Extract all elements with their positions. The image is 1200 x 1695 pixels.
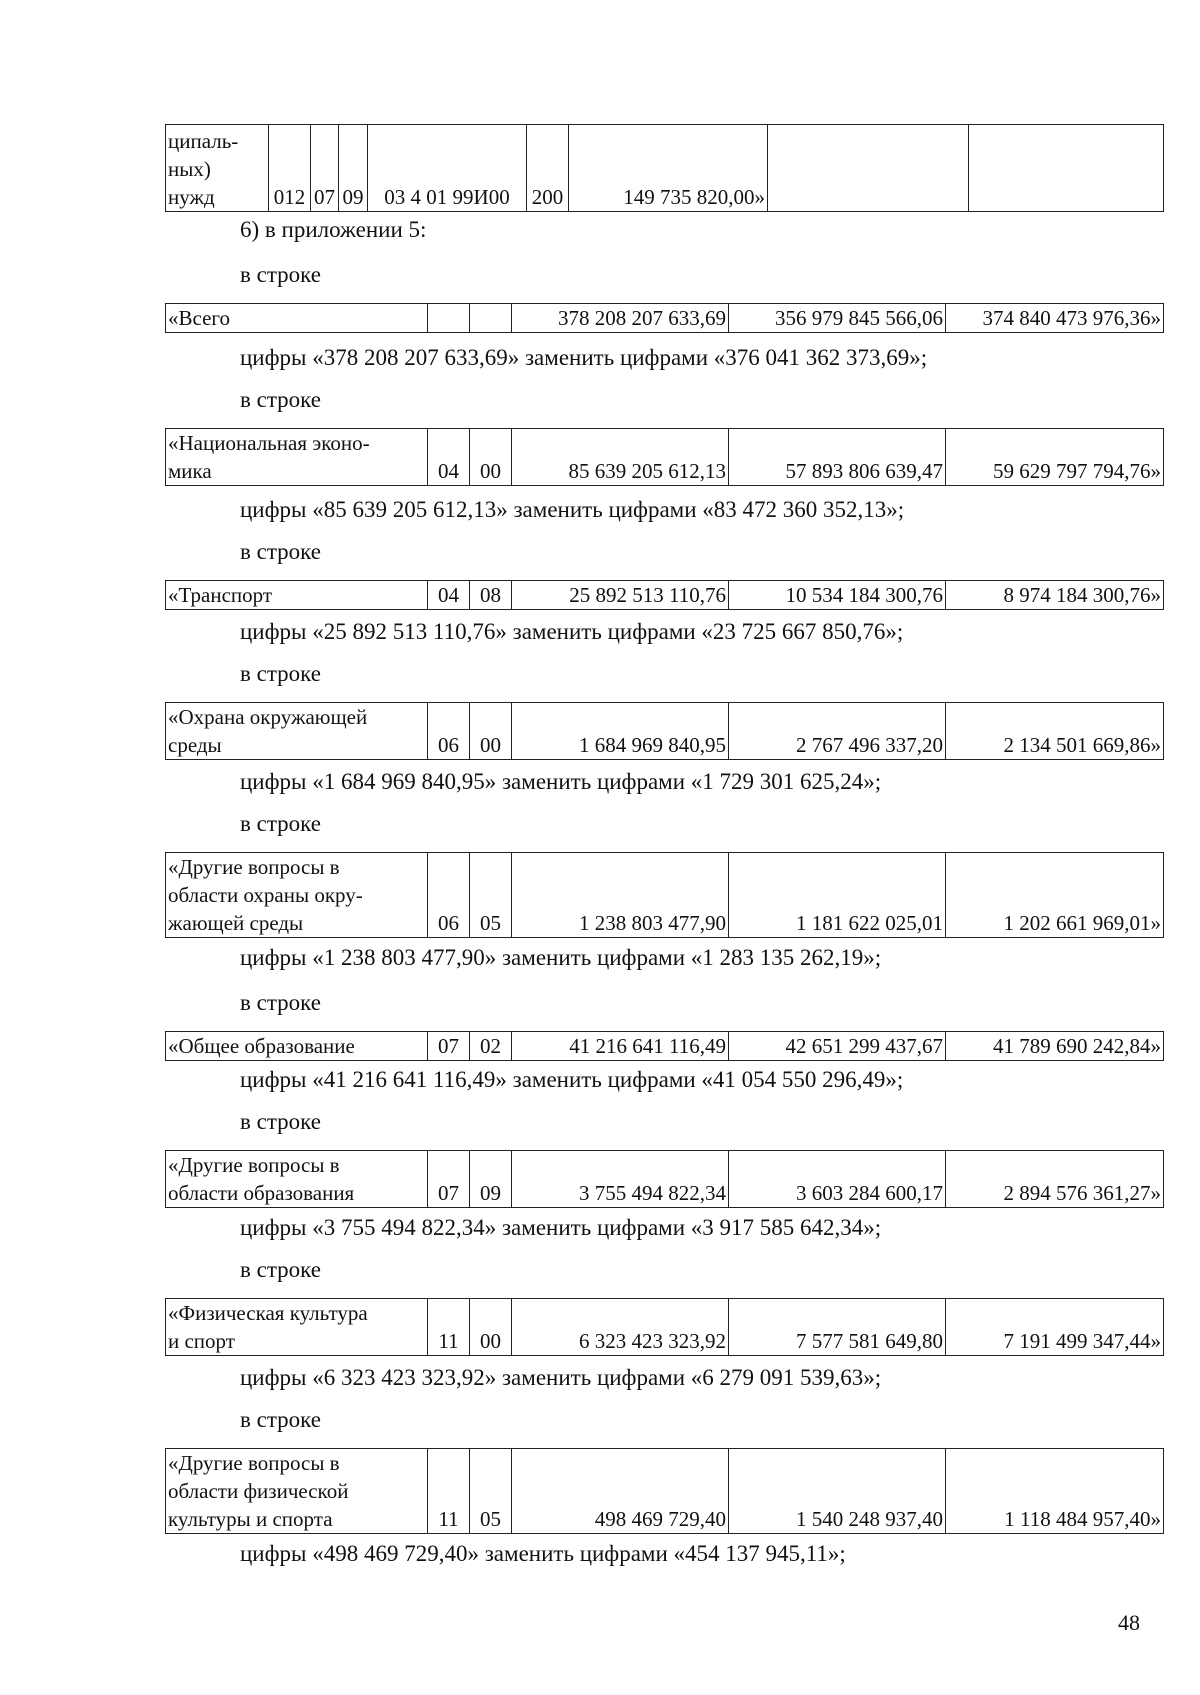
in-row-label: в строке — [240, 990, 321, 1015]
row-name: «Общее образование — [166, 1032, 428, 1061]
cell-amount-3 — [969, 125, 1164, 212]
item-heading: 6) в приложении 5: — [240, 217, 427, 242]
cell-amount-1: 85 639 205 612,13 — [512, 429, 729, 486]
cell-section: 06 — [428, 853, 470, 938]
replacement-instruction: цифры «85 639 205 612,13» заменить цифрами «83 472 360 352,13»; — [240, 497, 905, 522]
cell-amount-1: 41 216 641 116,49 — [512, 1032, 729, 1061]
table-row — [165, 428, 1164, 486]
in-row-label: в строке — [240, 1109, 321, 1134]
cell-amount-2: 7 577 581 649,80 — [729, 1299, 946, 1356]
row-name: «Охрана окружающей среды — [166, 703, 428, 760]
in-row-label: в строке — [240, 539, 321, 564]
replacement-instruction: цифры «41 216 641 116,49» заменить цифрами «41 054 550 296,49»; — [240, 1067, 904, 1092]
table-row — [165, 1448, 1164, 1534]
cell-target-article: 03 4 01 99И00 — [368, 125, 527, 212]
table-row — [165, 1298, 1164, 1356]
cell-amount-1: 1 238 803 477,90 — [512, 853, 729, 938]
replacement-instruction: цифры «498 469 729,40» заменить цифрами «454 137 945,11»; — [240, 1541, 846, 1566]
replacement-instruction: цифры «1 238 803 477,90» заменить цифрами «1 283 135 262,19»; — [240, 945, 882, 970]
cell-expense-type: 200 — [527, 125, 569, 212]
row-name: «Физическая культура и спорт — [166, 1299, 428, 1356]
cell-amount-1: 149 735 820,00» — [569, 125, 768, 212]
table-row — [165, 1031, 1164, 1061]
cell-amount-3: 8 974 184 300,76» — [946, 581, 1164, 610]
row-name: «Другие вопросы в области образования — [166, 1151, 428, 1208]
cell-amount-3: 41 789 690 242,84» — [946, 1032, 1164, 1061]
cell-amount-2: 57 893 806 639,47 — [729, 429, 946, 486]
cell-subsection: 00 — [470, 1299, 512, 1356]
cell-subsection: 09 — [470, 1151, 512, 1208]
cell-subsection: 02 — [470, 1032, 512, 1061]
cell-amount-2: 1 181 622 025,01 — [729, 853, 946, 938]
cell-section: 04 — [428, 429, 470, 486]
cell-amount-1: 1 684 969 840,95 — [512, 703, 729, 760]
replacement-instruction: цифры «6 323 423 323,92» заменить цифрами «6 279 091 539,63»; — [240, 1365, 882, 1390]
cell-amount-3: 7 191 499 347,44» — [946, 1299, 1164, 1356]
row-name: «Транспорт — [166, 581, 428, 610]
replacement-instruction: цифры «378 208 207 633,69» заменить цифрами «376 041 362 373,69»; — [240, 345, 928, 370]
cell-section: 11 — [428, 1449, 470, 1534]
cell-subsection: 05 — [470, 1449, 512, 1534]
cell-amount-2: 1 540 248 937,40 — [729, 1449, 946, 1534]
cell-section: 11 — [428, 1299, 470, 1356]
cell-section — [428, 304, 470, 333]
cell-section: 07 — [428, 1032, 470, 1061]
row-name: «Национальная эконо- мика — [166, 429, 428, 486]
in-row-label: в строке — [240, 1407, 321, 1432]
cell-amount-2: 356 979 845 566,06 — [729, 304, 946, 333]
cell-section: 06 — [428, 703, 470, 760]
replacement-instruction: цифры «25 892 513 110,76» заменить цифрами «23 725 667 850,76»; — [240, 619, 904, 644]
cell-section: 07 — [428, 1151, 470, 1208]
table-row — [165, 303, 1164, 333]
table-row — [165, 580, 1164, 610]
in-row-label: в строке — [240, 811, 321, 836]
cell-subsection — [470, 304, 512, 333]
replacement-instruction: цифры «3 755 494 822,34» заменить цифрами «3 917 585 642,34»; — [240, 1215, 882, 1240]
cell-amount-3: 374 840 473 976,36» — [946, 304, 1164, 333]
cell-amount-2: 2 767 496 337,20 — [729, 703, 946, 760]
row-name: «Другие вопросы в области физической культуры и спорта — [166, 1449, 428, 1534]
cell-amount-3: 1 118 484 957,40» — [946, 1449, 1164, 1534]
cell-amount-3: 2 894 576 361,27» — [946, 1151, 1164, 1208]
row-name: «Другие вопросы в области охраны окру- жающей среды — [166, 853, 428, 938]
cell-amount-1: 498 469 729,40 — [512, 1449, 729, 1534]
table-row — [165, 1150, 1164, 1208]
in-row-label: в строке — [240, 387, 321, 412]
cell-subsection: 09 — [339, 125, 368, 212]
cell-amount-2: 42 651 299 437,67 — [729, 1032, 946, 1061]
cell-subsection: 08 — [470, 581, 512, 610]
cell-amount-2 — [768, 125, 969, 212]
cell-subsection: 00 — [470, 703, 512, 760]
in-row-label: в строке — [240, 661, 321, 686]
row-name: ципаль- ных) нужд — [166, 125, 269, 212]
in-row-label: в строке — [240, 262, 321, 287]
cell-amount-1: 25 892 513 110,76 — [512, 581, 729, 610]
table-row — [165, 702, 1164, 760]
replacement-instruction: цифры «1 684 969 840,95» заменить цифрами «1 729 301 625,24»; — [240, 769, 882, 794]
cell-subsection: 05 — [470, 853, 512, 938]
table-row — [165, 852, 1164, 938]
cell-amount-1: 378 208 207 633,69 — [512, 304, 729, 333]
cell-section: 04 — [428, 581, 470, 610]
page-number: 48 — [1118, 1610, 1140, 1635]
cell-amount-1: 3 755 494 822,34 — [512, 1151, 729, 1208]
cell-amount-3: 2 134 501 669,86» — [946, 703, 1164, 760]
cell-amount-2: 3 603 284 600,17 — [729, 1151, 946, 1208]
cell-amount-3: 59 629 797 794,76» — [946, 429, 1164, 486]
cell-section: 07 — [311, 125, 339, 212]
row-name: «Всего — [166, 304, 428, 333]
table-row — [165, 124, 1164, 212]
in-row-label: в строке — [240, 1257, 321, 1282]
cell-amount-2: 10 534 184 300,76 — [729, 581, 946, 610]
cell-amount-3: 1 202 661 969,01» — [946, 853, 1164, 938]
cell-amount-1: 6 323 423 323,92 — [512, 1299, 729, 1356]
cell-grbs: 012 — [269, 125, 311, 212]
cell-subsection: 00 — [470, 429, 512, 486]
